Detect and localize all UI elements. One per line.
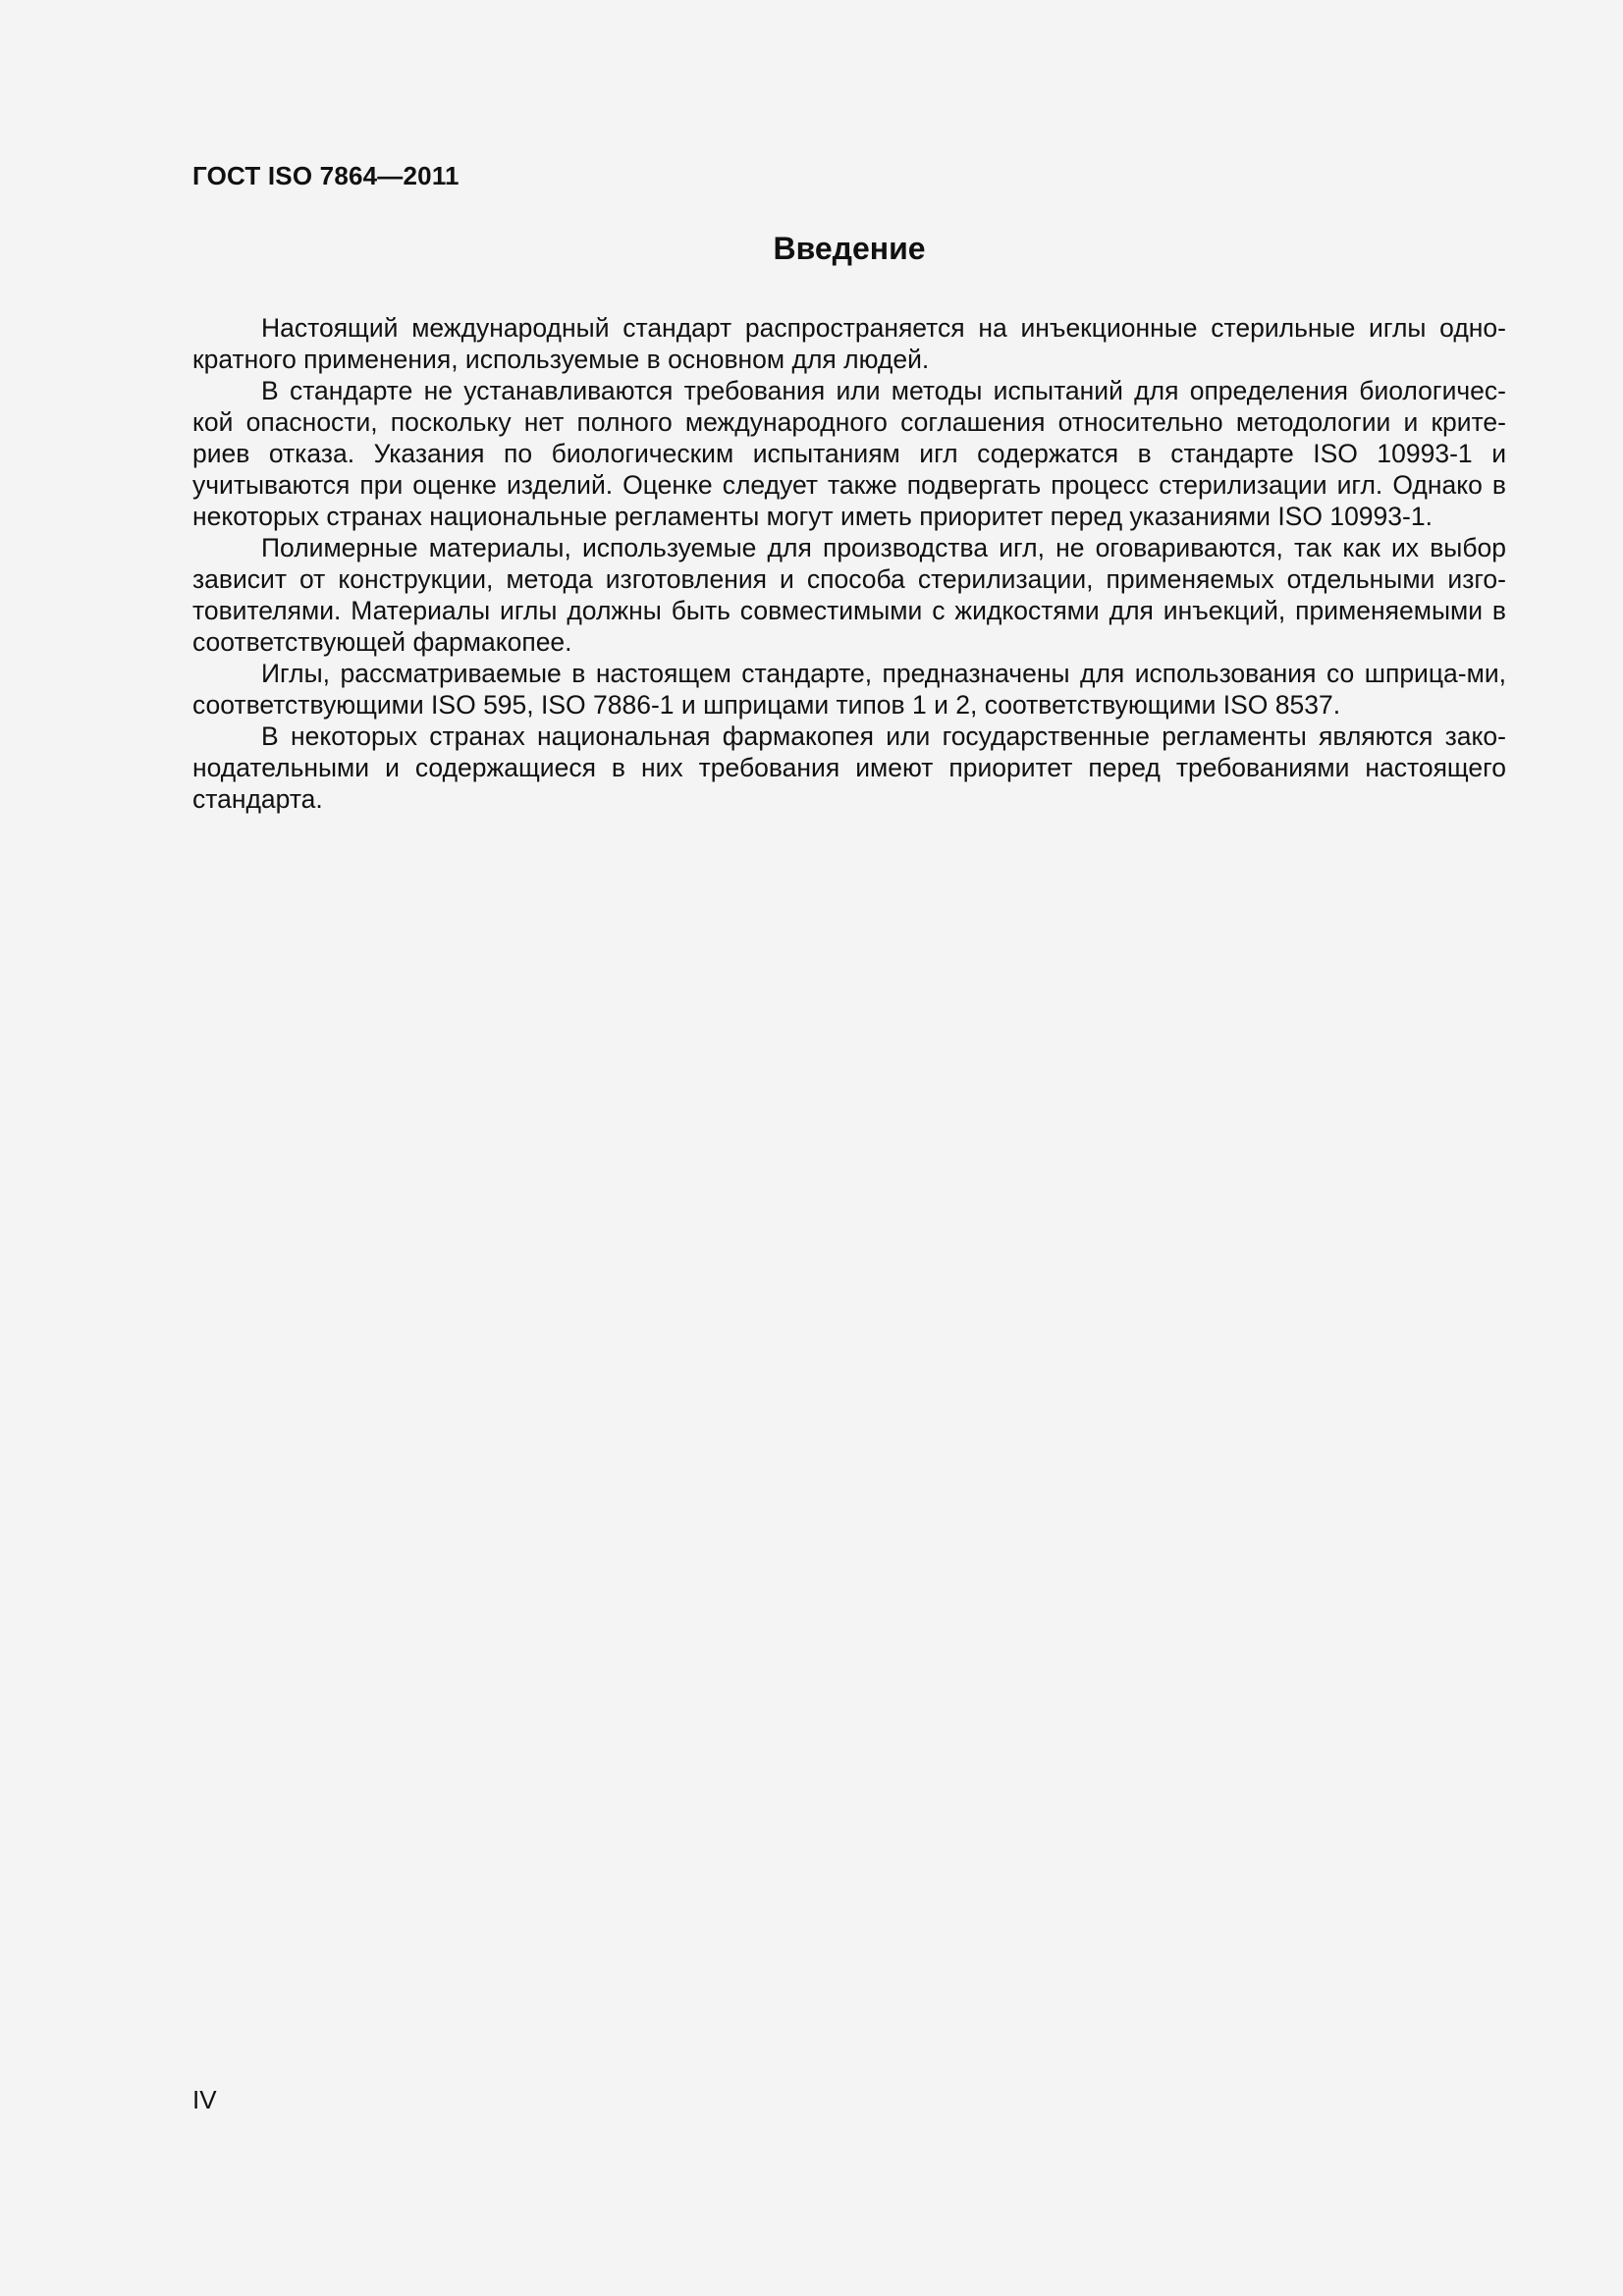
section-body bbox=[192, 312, 1506, 815]
paragraph: Полимерные материалы, используемые для производства игл, не оговариваются, так как их выбор зависит от конструкции, метода изготовления и способа стерилизации, применяемых отдельными изго-товителями. Материалы иглы должны быть совместимыми с жидкостями для инъекций, применяемыми в соответствующей фармакопее. bbox=[192, 533, 1506, 657]
section-title: Введение bbox=[773, 231, 926, 266]
paragraph: Иглы, рассматриваемые в настоящем стандарте, предназначены для использования со шприца-ми, соответствующими ISO 595, ISO 7886-1 и шприцами типов 1 и 2, соответствующими ISO 8537. bbox=[192, 659, 1506, 720]
page-number: IV bbox=[192, 2085, 217, 2114]
paragraph: Настоящий международный стандарт распространяется на инъекционные стерильные иглы одно-кратного применения, используемые в основном для людей. bbox=[192, 313, 1506, 374]
paragraph: В некоторых странах национальная фармакопея или государственные регламенты являются зако-нодательными и содержащиеся в них требования имеют приоритет перед требованиями настоящего стандарта. bbox=[192, 721, 1506, 814]
paragraph: В стандарте не устанавливаются требования или методы испытаний для определения биологичес-кой опасности, поскольку нет полного международного соглашения относительно методологии и крите-риев отказа. Указания по биологическим испытаниям игл содержатся в стандарте ISO 10993-1 и учитываются при оценке изделий. Оценке следует также подвергать процесс стерилизации игл. Однако в некоторых странах национальные регламенты могут иметь приоритет перед указаниями ISO 10993-1. bbox=[192, 376, 1506, 531]
document-code-header: ГОСТ ISO 7864—2011 bbox=[192, 161, 460, 190]
